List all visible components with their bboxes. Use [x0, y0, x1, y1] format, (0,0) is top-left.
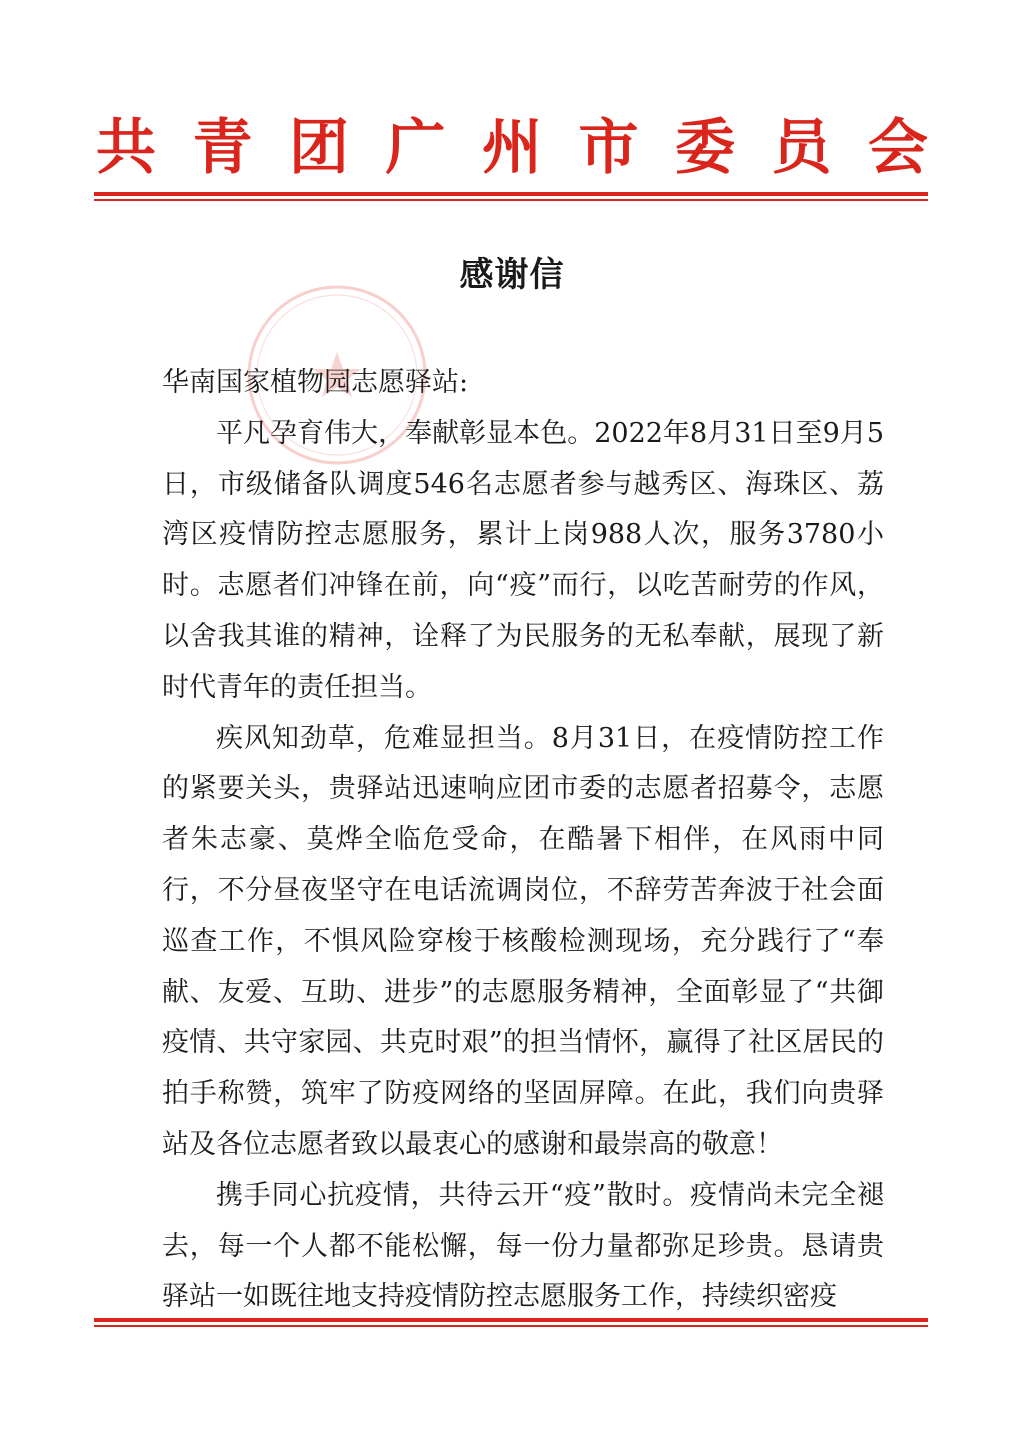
paragraph-1: 平凡孕育伟大，奉献彰显本色。2022年8月31日至9月5日，市级储备队调度546名志愿者参与越秀区、海珠区、荔湾区疫情防控志愿服务，累计上岗988人次，服务3780小时。志愿者们冲锋在前，向“疫”而行，以吃苦耐劳的作风，以舍我其谁的精神，诠释了为民服务的无私奉献，展现了新时代青年的责任担当。 [162, 417, 884, 703]
letterhead-char: 员 [771, 113, 832, 183]
letterhead-char: 市 [578, 113, 639, 183]
footer-divider [94, 1318, 928, 1327]
letterhead-char: 广 [385, 113, 446, 183]
letterhead-char: 青 [192, 113, 253, 183]
paragraph-2: 疾风知劲草，危难显担当。8月31日，在疫情防控工作的紧要关头，贵驿站迅速响应团市委的志愿者招募令，志愿者朱志豪、莫烨全临危受命，在酷暑下相伴，在风雨中同行，不分昼夜坚守在电话流调岗位，不辞劳苦奔波于社会面巡查工作，不惧风险穿梭于核酸检测现场，充分践行了“奉献、友爱、互助、进步”的志愿服务精神，全面彰显了“共御疫情、共守家园、共克时艰”的担当情怀，赢得了社区居民的拍手称赞，筑牢了防疫网络的坚固屏障。在此，我们向贵驿站及各位志愿者致以最衷心的感谢和最崇高的敬意！ [162, 722, 884, 1160]
divider-thin-line [94, 199, 928, 201]
divider-thick-line [94, 1318, 928, 1322]
document-title: 感谢信 [459, 255, 565, 295]
letterhead-divider-top [94, 192, 928, 201]
letter-body [162, 358, 884, 1323]
letterhead-title [96, 108, 928, 188]
divider-thin-line [94, 1325, 928, 1327]
paragraph-3: 携手同心抗疫情，共待云开“疫”散时。疫情尚未完全褪去，每一个人都不能松懈，每一份力量都弥足珍贵。恳请贵驿站一如既往地支持疫情防控志愿服务工作，持续织密疫 [162, 1179, 884, 1313]
letterhead-char: 团 [289, 113, 349, 183]
divider-thick-line [94, 192, 928, 196]
letterhead-char: 委 [675, 113, 735, 183]
letterhead-char: 共 [96, 113, 156, 183]
salutation: 华南国家植物园志愿驿站: [162, 367, 469, 398]
letterhead-char: 州 [482, 113, 542, 183]
letterhead-char: 会 [868, 113, 928, 183]
